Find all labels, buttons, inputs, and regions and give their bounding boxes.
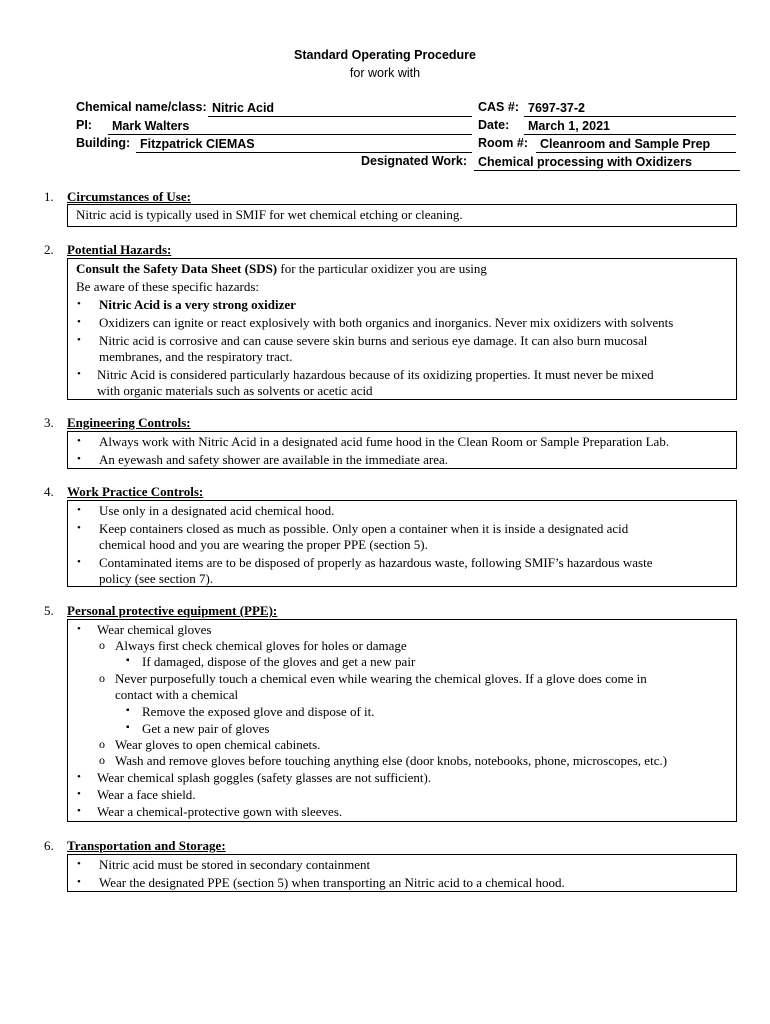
ppe-sub-sub-item-1: If damaged, dispose of the gloves and get a new pair [142,654,416,669]
section-3-box [67,431,737,469]
hazard-item-1: Nitric Acid is a very strong oxidizer [99,297,296,312]
designated-work-value: Chemical processing with Oxidizers [474,154,740,171]
section-4-title: Work Practice Controls: [67,484,204,499]
ppe-item-2: Wear chemical splash goggles (safety glasses are not sufficient). [97,770,432,785]
bullet-icon: • [77,522,81,534]
sub-bullet-icon: o [99,671,105,685]
section-3-title: Engineering Controls: [67,415,191,430]
hazards-intro: Be aware of these specific hazards: [76,279,259,294]
sub-bullet-icon: o [99,737,105,751]
cas-value: 7697-37-2 [524,100,736,117]
section-6-title: Transportation and Storage: [67,838,226,853]
work-practice-item-1: Use only in a designated acid chemical hood. [99,503,335,518]
hazard-item-4-line-1: Nitric Acid is considered particularly hazardous because of its oxidizing properties. It must never be mixed [97,367,654,382]
section-1-title: Circumstances of Use: [67,189,191,204]
work-practice-item-3-line-1: Contaminated items are to be disposed of properly as hazardous waste, following SMIF’s hazardous waste [99,555,653,570]
bullet-icon: • [77,453,81,465]
ppe-sub-item-3: Wear gloves to open chemical cabinets. [115,737,321,752]
hazard-item-4-line-2: with organic materials such as solvents or acetic acid [97,383,373,398]
bullet-icon: • [77,504,81,516]
section-6-box [67,854,737,892]
bullet-icon: • [77,556,81,568]
section-6-number: 6. [44,838,54,853]
section-5-number: 5. [44,603,54,618]
section-1-number: 1. [44,189,54,204]
work-practice-item-2-line-1: Keep containers closed as much as possible. Only open a container when it is inside a designated acid [99,521,629,536]
building-label: Building: [76,136,131,150]
hazard-item-2: Oxidizers can ignite or react explosively with both organics and inorganics. Never mix oxidizers with solvents [99,315,674,330]
section-2-box [67,258,737,400]
storage-item-2: Wear the designated PPE (section 5) when transporting an Nitric acid to a chemical hood. [99,875,565,890]
bullet-icon: • [77,876,81,888]
hazard-item-3-line-2: membranes, and the respiratory tract. [99,349,293,364]
building-value: Fitzpatrick CIEMAS [136,136,472,153]
section-1-box [67,204,737,227]
ppe-sub-sub-item-2: Remove the exposed glove and dispose of it. [142,704,375,719]
designated-work-label: Designated Work: [361,154,468,168]
bullet-icon: • [77,858,81,870]
bullet-icon: • [77,334,81,346]
section-4-box [67,500,737,587]
page-subtitle: for work with [349,66,421,80]
ppe-item-3: Wear a face shield. [97,787,196,802]
bullet-icon: • [77,316,81,328]
sds-consult-line [76,261,487,277]
section-5-title: Personal protective equipment (PPE): [67,603,278,618]
work-practice-item-3-line-2: policy (see section 7). [99,571,214,586]
ppe-sub-sub-item-3: Get a new pair of gloves [142,721,270,736]
ppe-sub-item-2-line-2: contact with a chemical [115,687,239,702]
sds-consult-rest: for the particular oxidizer you are using [277,261,487,276]
square-bullet-icon: ▪ [126,705,130,716]
engineering-item-2: An eyewash and safety shower are available in the immediate area. [99,452,449,467]
room-value: Cleanroom and Sample Prep [536,136,736,153]
section-3-number: 3. [44,415,54,430]
sub-bullet-icon: o [99,638,105,652]
storage-item-1: Nitric acid must be stored in secondary containment [99,857,371,872]
bullet-icon: • [77,298,81,310]
bullet-icon: • [77,805,81,817]
bullet-icon: • [77,368,81,380]
ppe-item-1: Wear chemical gloves [97,622,212,637]
engineering-item-1: Always work with Nitric Acid in a designated acid fume hood in the Clean Room or Sample Preparation Lab. [99,434,670,449]
section-5-box [67,619,737,822]
section-2-number: 2. [44,242,54,257]
ppe-sub-item-4: Wash and remove gloves before touching anything else (door knobs, notebooks, phone, microscopes, etc.) [115,753,668,768]
ppe-item-4: Wear a chemical-protective gown with sleeves. [97,804,343,819]
chemical-value: Nitric Acid [208,100,472,117]
bullet-icon: • [77,623,81,635]
date-label: Date: [478,118,510,132]
bullet-icon: • [77,771,81,783]
bullet-icon: • [77,435,81,447]
chemical-label: Chemical name/class: [76,100,207,114]
sds-consult-bold: Consult the Safety Data Sheet (SDS) [76,261,278,276]
square-bullet-icon: ▪ [126,655,130,666]
work-practice-item-2-line-2: chemical hood and you are wearing the proper PPE (section 5). [99,537,428,552]
sub-bullet-icon: o [99,753,105,767]
bullet-icon: • [77,788,81,800]
room-label: Room #: [478,136,528,150]
page-title: Standard Operating Procedure [294,48,476,62]
section-1-text: Nitric acid is typically used in SMIF for wet chemical etching or cleaning. [76,207,463,222]
ppe-sub-item-2-line-1: Never purposefully touch a chemical even while wearing the chemical gloves. If a glove does come in [115,671,647,686]
section-4-number: 4. [44,484,54,499]
date-value: March 1, 2021 [524,118,736,135]
cas-label: CAS #: [478,100,519,114]
ppe-sub-item-1: Always first check chemical gloves for holes or damage [115,638,407,653]
section-2-title: Potential Hazards: [67,242,172,257]
hazard-item-3-line-1: Nitric acid is corrosive and can cause severe skin burns and serious eye damage. It can also burn mucosal [99,333,648,348]
pi-value: Mark Walters [108,118,472,135]
pi-label: PI: [76,118,92,132]
square-bullet-icon: ▪ [126,722,130,733]
